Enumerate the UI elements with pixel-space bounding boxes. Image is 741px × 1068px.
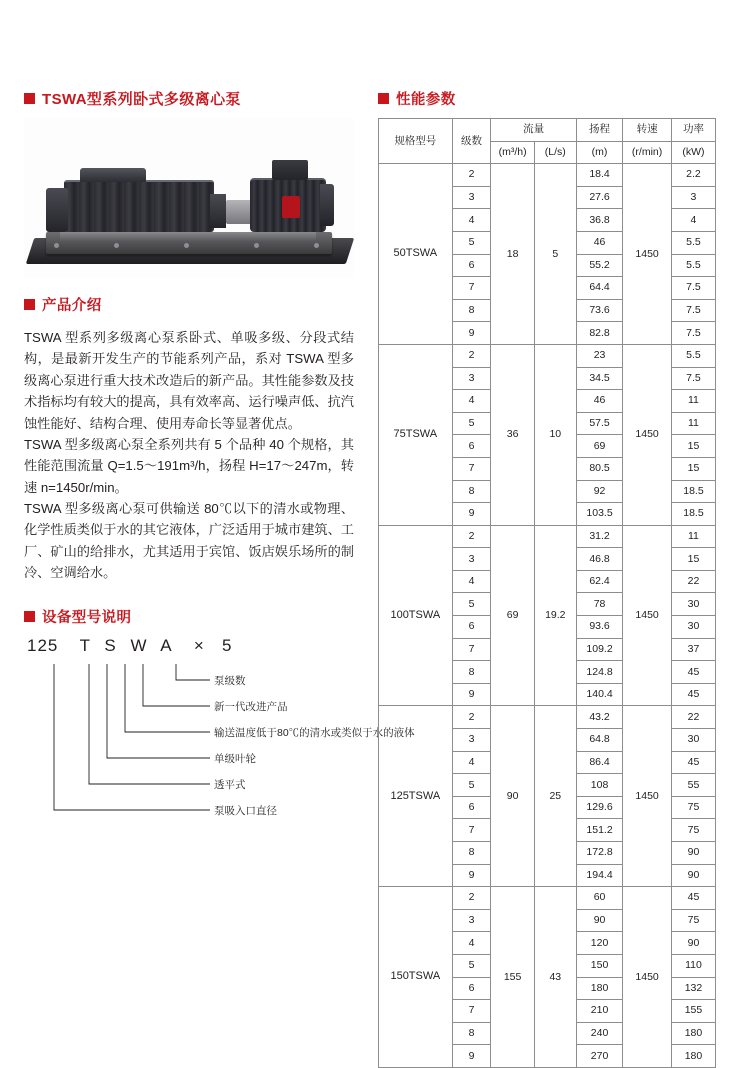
- header-speed: 转速: [623, 119, 672, 142]
- model-code-times: ×: [193, 635, 205, 655]
- intro-paragraph: TSWA 型多级离心泵全系列共有 5 个品种 40 个规格，其性能范围流量 Q=1.5～191m³/h，扬程 H=17～247m，转速 n=1450r/min。: [24, 436, 354, 495]
- cell-speed: 1450: [623, 525, 672, 706]
- cell-flow-m3h: 36: [491, 344, 534, 525]
- callout-label: 透平式: [214, 778, 246, 791]
- cell-head: 120: [576, 932, 622, 955]
- cell-power: 45: [671, 751, 715, 774]
- table-row: [379, 344, 716, 367]
- performance-heading: [378, 88, 718, 109]
- cell-stage: 3: [452, 548, 491, 571]
- header-model: 规格型号: [379, 119, 453, 164]
- cell-stage: 3: [452, 367, 491, 390]
- cell-stage: 9: [452, 1045, 491, 1068]
- cell-head: 129.6: [576, 796, 622, 819]
- cell-stage: 3: [452, 729, 491, 752]
- cell-stage: 6: [452, 254, 491, 277]
- cell-stage: 5: [452, 774, 491, 797]
- cell-head: 140.4: [576, 683, 622, 706]
- red-square-icon: [24, 299, 35, 310]
- cell-power: 4: [671, 209, 715, 232]
- cell-stage: 5: [452, 231, 491, 254]
- cell-stage: 8: [452, 1022, 491, 1045]
- cell-stage: 6: [452, 435, 491, 458]
- cell-head: 151.2: [576, 819, 622, 842]
- model-code-size: 125: [27, 635, 59, 655]
- cell-power: 7.5: [671, 277, 715, 300]
- cell-power: 110: [671, 954, 715, 977]
- cell-head: 210: [576, 1000, 622, 1023]
- cell-speed: 1450: [623, 164, 672, 345]
- cell-head: 172.8: [576, 842, 622, 865]
- cell-stage: 3: [452, 186, 491, 209]
- cell-stage: 2: [452, 164, 491, 187]
- model-code-stages: 5: [221, 635, 233, 655]
- callout-label: 输送温度低于80℃的清水或类似于水的液体: [214, 726, 415, 739]
- cell-power: 22: [671, 706, 715, 729]
- cell-stage: 9: [452, 683, 491, 706]
- cell-head: 43.2: [576, 706, 622, 729]
- table-body: [379, 164, 716, 1068]
- cell-flow-m3h: 90: [491, 706, 534, 887]
- cell-power: 30: [671, 593, 715, 616]
- cell-head: 124.8: [576, 661, 622, 684]
- performance-table: [378, 118, 716, 1068]
- header-flow-unit-m3h: (m³/h): [491, 141, 534, 164]
- model-heading: [24, 606, 354, 627]
- cell-stage: 9: [452, 864, 491, 887]
- intro-paragraph: TSWA 型多级离心泵可供输送 80℃以下的清水或物理、化学性质类似于水的其它液体，广泛适用于城市建筑、工厂、矿山的给排水，尤其适用于宾馆、饭店娱乐场所的制冷、空调给水。: [24, 501, 354, 581]
- cell-head: 194.4: [576, 864, 622, 887]
- cell-power: 15: [671, 457, 715, 480]
- cell-power: 132: [671, 977, 715, 1000]
- cell-model: 150TSWA: [379, 887, 453, 1068]
- header-flow-unit-ls: (L/s): [534, 141, 576, 164]
- photo-suction-flange: [46, 188, 68, 232]
- cell-head: 64.4: [576, 277, 622, 300]
- red-square-icon: [24, 611, 35, 622]
- cell-stage: 4: [452, 390, 491, 413]
- intro-heading-label: 产品介绍: [42, 298, 102, 314]
- model-explanation-block: [24, 606, 415, 826]
- cell-head: 180: [576, 977, 622, 1000]
- cell-power: 90: [671, 842, 715, 865]
- cell-stage: 8: [452, 299, 491, 322]
- cell-head: 27.6: [576, 186, 622, 209]
- cell-head: 36.8: [576, 209, 622, 232]
- cell-stage: 9: [452, 322, 491, 345]
- cell-head: 64.8: [576, 729, 622, 752]
- cell-stage: 4: [452, 932, 491, 955]
- cell-power: 7.5: [671, 367, 715, 390]
- cell-head: 270: [576, 1045, 622, 1068]
- cell-power: 30: [671, 729, 715, 752]
- cell-flow-m3h: 18: [491, 164, 534, 345]
- cell-stage: 8: [452, 661, 491, 684]
- header-stages: 级数: [452, 119, 491, 164]
- cell-stage: 7: [452, 819, 491, 842]
- red-square-icon: [378, 93, 389, 104]
- intro-body: [24, 327, 354, 584]
- cell-power: 90: [671, 932, 715, 955]
- photo-pump-discharge: [80, 168, 146, 182]
- cell-power: 45: [671, 683, 715, 706]
- cell-flow-ls: 10: [534, 344, 576, 525]
- cell-head: 18.4: [576, 164, 622, 187]
- cell-power: 5.5: [671, 254, 715, 277]
- cell-stage: 6: [452, 796, 491, 819]
- photo-brand-badge: [282, 196, 300, 218]
- cell-power: 30: [671, 616, 715, 639]
- cell-power: 75: [671, 819, 715, 842]
- cell-head: 31.2: [576, 525, 622, 548]
- cell-head: 73.6: [576, 299, 622, 322]
- left-column: [24, 88, 415, 826]
- cell-stage: 8: [452, 842, 491, 865]
- cell-speed: 1450: [623, 344, 672, 525]
- photo-terminal-box: [272, 160, 308, 180]
- callout-label: 泵吸入口直径: [214, 804, 277, 817]
- photo-bearing-housing: [210, 194, 226, 228]
- cell-head: 86.4: [576, 751, 622, 774]
- cell-head: 34.5: [576, 367, 622, 390]
- cell-head: 46: [576, 231, 622, 254]
- cell-flow-ls: 5: [534, 164, 576, 345]
- cell-power: 2.2: [671, 164, 715, 187]
- table-header: [379, 119, 716, 164]
- cell-power: 75: [671, 909, 715, 932]
- cell-stage: 2: [452, 706, 491, 729]
- table-row: [379, 706, 716, 729]
- callout-label: 新一代改进产品: [214, 700, 288, 713]
- cell-stage: 2: [452, 344, 491, 367]
- cell-model: 125TSWA: [379, 706, 453, 887]
- model-code-line: [27, 636, 354, 656]
- cell-power: 18.5: [671, 503, 715, 526]
- header-head-unit: (m): [576, 141, 622, 164]
- cell-head: 82.8: [576, 322, 622, 345]
- photo-base-plate-top: [60, 232, 316, 242]
- cell-stage: 4: [452, 751, 491, 774]
- cell-speed: 1450: [623, 706, 672, 887]
- cell-power: 7.5: [671, 299, 715, 322]
- product-title-label: TSWA型系列卧式多级离心泵: [42, 91, 241, 108]
- cell-stage: 5: [452, 412, 491, 435]
- cell-head: 78: [576, 593, 622, 616]
- cell-speed: 1450: [623, 887, 672, 1068]
- cell-power: 90: [671, 864, 715, 887]
- cell-head: 109.2: [576, 638, 622, 661]
- cell-power: 11: [671, 525, 715, 548]
- cell-power: 11: [671, 390, 715, 413]
- intro-paragraph: TSWA 型系列多级离心泵系卧式、单吸多级、分段式结构，是最新开发生产的节能系列产品，系对 TSWA 型多级离心泵进行重大技术改造后的新产品。其性能参数及技术指标均有较大的提高，具有效率高、运行噪声低、抗汽蚀性能好、结构合理、使用寿命长等显著优点。: [24, 330, 354, 431]
- performance-heading-label: 性能参数: [396, 92, 456, 108]
- cell-stage: 6: [452, 616, 491, 639]
- cell-head: 92: [576, 480, 622, 503]
- cell-stage: 3: [452, 909, 491, 932]
- photo-motor-fan-cover: [320, 184, 334, 226]
- model-callout-lines: [24, 658, 354, 826]
- cell-power: 45: [671, 661, 715, 684]
- header-speed-unit: (r/min): [623, 141, 672, 164]
- table-header-row-1: [379, 119, 716, 142]
- right-column: [378, 88, 718, 1068]
- cell-head: 90: [576, 909, 622, 932]
- cell-power: 37: [671, 638, 715, 661]
- cell-flow-m3h: 69: [491, 525, 534, 706]
- cell-flow-m3h: 155: [491, 887, 534, 1068]
- header-head: 扬程: [576, 119, 622, 142]
- cell-head: 46: [576, 390, 622, 413]
- cell-power: 55: [671, 774, 715, 797]
- cell-power: 180: [671, 1022, 715, 1045]
- cell-head: 46.8: [576, 548, 622, 571]
- callout-label: 单级叶轮: [214, 752, 256, 765]
- header-power: 功率: [671, 119, 715, 142]
- cell-flow-ls: 19.2: [534, 525, 576, 706]
- cell-stage: 6: [452, 977, 491, 1000]
- model-heading-label: 设备型号说明: [42, 609, 132, 626]
- cell-model: 50TSWA: [379, 164, 453, 345]
- cell-stage: 7: [452, 1000, 491, 1023]
- cell-power: 15: [671, 435, 715, 458]
- model-callout-diagram: [24, 658, 415, 826]
- intro-heading: [24, 294, 354, 315]
- table-row: [379, 164, 716, 187]
- cell-model: 75TSWA: [379, 344, 453, 525]
- cell-stage: 2: [452, 525, 491, 548]
- cell-stage: 9: [452, 503, 491, 526]
- cell-power: 7.5: [671, 322, 715, 345]
- cell-head: 150: [576, 954, 622, 977]
- cell-stage: 2: [452, 887, 491, 910]
- cell-power: 22: [671, 570, 715, 593]
- cell-power: 5.5: [671, 344, 715, 367]
- cell-power: 180: [671, 1045, 715, 1068]
- photo-coupling-guard: [226, 200, 252, 224]
- cell-stage: 5: [452, 954, 491, 977]
- cell-stage: 7: [452, 638, 491, 661]
- header-power-unit: (kW): [671, 141, 715, 164]
- cell-power: 18.5: [671, 480, 715, 503]
- cell-stage: 8: [452, 480, 491, 503]
- cell-stage: 4: [452, 209, 491, 232]
- cell-flow-ls: 25: [534, 706, 576, 887]
- cell-head: 80.5: [576, 457, 622, 480]
- model-code-letters: T S W A: [79, 635, 177, 655]
- cell-power: 45: [671, 887, 715, 910]
- cell-stage: 7: [452, 277, 491, 300]
- cell-power: 15: [671, 548, 715, 571]
- table-row: [379, 525, 716, 548]
- cell-power: 155: [671, 1000, 715, 1023]
- product-photo: [24, 118, 354, 278]
- cell-power: 5.5: [671, 231, 715, 254]
- cell-stage: 7: [452, 457, 491, 480]
- cell-head: 60: [576, 887, 622, 910]
- photo-pump-stages: [64, 180, 214, 232]
- cell-head: 69: [576, 435, 622, 458]
- cell-head: 57.5: [576, 412, 622, 435]
- cell-head: 103.5: [576, 503, 622, 526]
- cell-power: 3: [671, 186, 715, 209]
- cell-power: 11: [671, 412, 715, 435]
- cell-head: 62.4: [576, 570, 622, 593]
- cell-stage: 4: [452, 570, 491, 593]
- table-row: [379, 887, 716, 910]
- cell-power: 75: [671, 796, 715, 819]
- cell-stage: 5: [452, 593, 491, 616]
- header-flow: 流量: [491, 119, 576, 142]
- cell-model: 100TSWA: [379, 525, 453, 706]
- cell-head: 23: [576, 344, 622, 367]
- cell-head: 108: [576, 774, 622, 797]
- callout-label: 泵级数: [214, 674, 246, 687]
- cell-head: 55.2: [576, 254, 622, 277]
- product-title-heading: [24, 88, 354, 109]
- cell-head: 240: [576, 1022, 622, 1045]
- cell-head: 93.6: [576, 616, 622, 639]
- cell-flow-ls: 43: [534, 887, 576, 1068]
- red-square-icon: [24, 93, 35, 104]
